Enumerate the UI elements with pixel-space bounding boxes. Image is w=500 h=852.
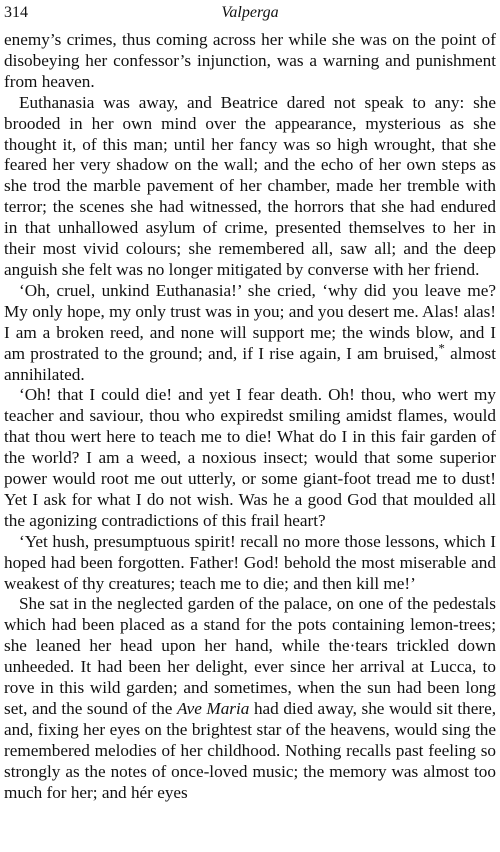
paragraph-1 — [4, 30, 496, 93]
page-header — [4, 4, 496, 30]
paragraph-5-text: ‘Yet hush, presumptuous spirit! recall no more those lessons, which I hoped had been forgotten. Father! God! behold the most miserable and weakest of thy creatures; teach me to die; and then kill me!’ — [4, 531, 496, 593]
paragraph-2 — [4, 93, 496, 281]
body-text — [4, 30, 496, 804]
paragraph-3-text-after: almost annihilated. — [4, 343, 496, 384]
paragraph-4-text: ‘Oh! that I could die! and yet I fear death. Oh! thou, who wert my teacher and saviour, thou who expiredst smiling amidst flames, would that thou wert here to teach me to die! What do I in this fair garden of the world? I am a weed, a noxious insect; would that some superior power would root me out utterly, or some giant-foot tread me to dust! Yet I ask for what I do not wish. Was he a good God that moulded all the agonizing contradictions of this frail heart? — [4, 385, 496, 530]
paragraph-3 — [4, 281, 496, 386]
paragraph-6 — [4, 594, 496, 803]
paragraph-4 — [4, 385, 496, 531]
paragraph-1-text: enemy’s crimes, thus coming across her while she was on the point of disobeying her confessor’s injunction, was a warning and punishment from heaven. — [4, 30, 496, 91]
paragraph-3-text: ‘Oh, cruel, unkind Euthanasia!’ she cried, ‘why did you leave me? My only hope, my only trust was in you; and you desert me. Alas! alas! I am a broken reed, and none will support me; the winds blow, and I am prostrated to the ground; and, if I rise again, I am bruised, — [4, 280, 496, 363]
paragraph-6-text-after: had died away, she would sit there, and, fixing her eyes on the brightest star of the heavens, would sing the remembered melodies of her childhood. Nothing recalls past feeling so strongly as the notes of once-loved music; the memory was almost too much for her; and hér eyes — [4, 699, 496, 802]
ave-maria-emphasis: Ave Maria — [177, 699, 250, 718]
paragraph-5 — [4, 532, 496, 595]
paragraph-2-text: Euthanasia was away, and Beatrice dared not speak to any: she brooded in her own mind over the appearance, mysterious as she thought it, of this man; until her fancy was so high wrought, that she feared her very shadow on the wall; and the echo of her own steps as she trod the marble pavement of her chamber, made her tremble with terror; the scenes she had witnessed, the horrors that she had endured in that unhallowed asylum of crime, presented themselves to her in their most vivid colours; she remembered all, saw all; and the deep anguish she felt was no longer mitigated by converse with her friend. — [4, 92, 496, 279]
endnote-marker: * — [438, 339, 445, 355]
page-number: 314 — [4, 4, 28, 21]
paragraph-6-text-before: She sat in the neglected garden of the palace, on one of the pedestals which had been placed as a stand for the pots containing lemon-trees; she leaned her head upon her hand, while the·tears trickled down unheeded. It had been her delight, ever since her arrival at Lucca, to rove in this wild garden; and sometimes, when the sun had been long set, and the sound of the — [4, 594, 496, 718]
running-title: Valperga — [221, 4, 279, 21]
book-page — [4, 4, 496, 804]
